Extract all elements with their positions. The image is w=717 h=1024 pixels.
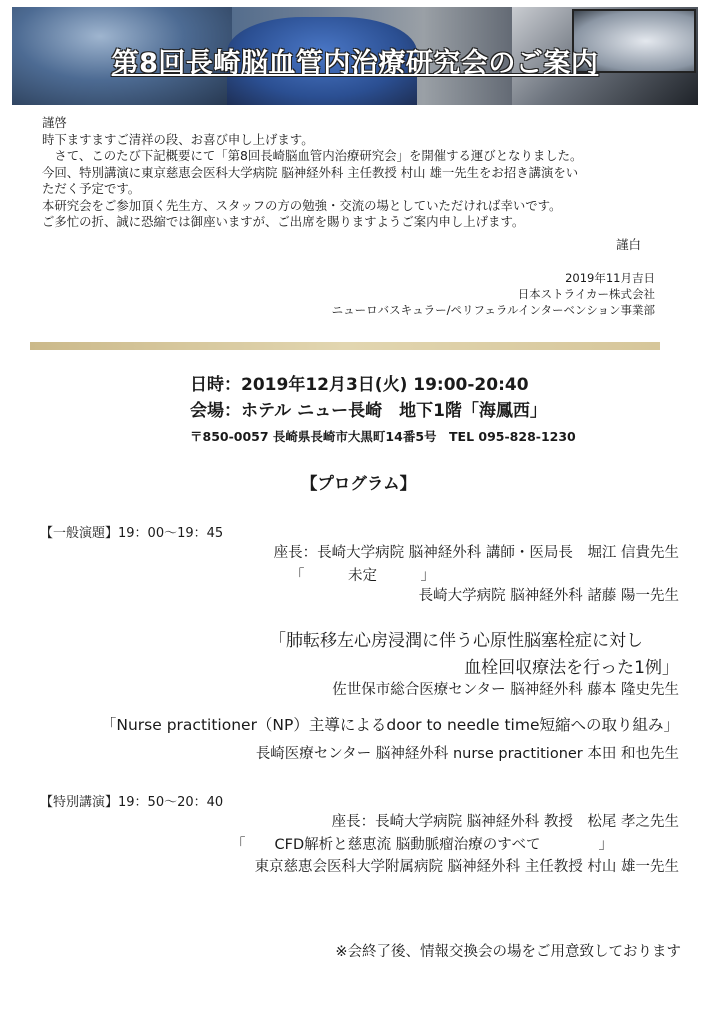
- talk3-title: 「Nurse practitioner（NP）主導によるdoor to needle time短縮への取り組み」: [100, 716, 679, 734]
- letter-line: 本研究会をご参加頂く先生方、スタッフの方の勉強・交流の場としていただければ幸いです。: [42, 197, 562, 213]
- event-venue: 会場：ホテル ニュー長崎 地下1階「海鳳西」: [190, 401, 547, 421]
- sender-block: [332, 270, 655, 318]
- invitation-letter: [42, 115, 682, 231]
- letter-line: 時下ますますご清祥の段、お喜び申し上げます。: [42, 131, 314, 147]
- general-session-chair: 座長：長崎大学病院 脳神経外科 講師・医局長 堀江 信貴先生: [273, 545, 679, 561]
- special-lecture-title: 「 CFD解析と慈恵流 脳動脈瘤治療のすべて 」: [231, 837, 613, 853]
- page-title: 第8回長崎脳血管内治療研究会のご案内: [111, 48, 599, 79]
- talk2-title-line1: 「肺転移左心房浸潤に伴う心原性脳塞栓症に対し: [269, 631, 643, 651]
- special-session-chair: 座長：長崎大学病院 脳神経外科 教授 松尾 孝之先生: [331, 814, 679, 830]
- letter-line: ただく予定です。: [42, 181, 141, 196]
- talk3-speaker: 長崎医療センター 脳神経外科 nurse practitioner 本田 和也先生: [255, 746, 679, 762]
- letter-line: 今回、特別講演に東京慈恵会医科大学病院 脳神経外科 主任教授 村山 雄一先生をお招き講演をい: [42, 164, 579, 180]
- letter-line: 謹啓: [42, 115, 67, 130]
- talk2-title-line2: 血栓回収療法を行った1例」: [464, 658, 679, 678]
- reception-note: ※会終了後、情報交換会の場をご用意致しております: [335, 944, 681, 960]
- talk1-speaker: 長崎大学病院 脳神経外科 諸藤 陽一先生: [418, 588, 679, 604]
- letter-closing: 謹白: [615, 237, 641, 252]
- event-address: 〒850-0057 長崎県長崎市大黒町14番5号 TEL 095-828-1230: [190, 429, 576, 444]
- talk1-title: 「 未定 」: [290, 568, 435, 584]
- general-session-title: 【一般演題】19：00～19：45: [40, 526, 224, 541]
- sender-division: ニューロバスキュラー/ペリフェラルインターベンション事業部: [331, 303, 655, 317]
- event-info: [190, 372, 576, 448]
- sender-date: 2019年11月吉日: [565, 271, 655, 285]
- talk2-speaker: 佐世保市総合医療センター 脳神経外科 藤本 隆史先生: [332, 682, 679, 698]
- letter-line: さて、このたび下記概要にて「第8回長崎脳血管内治療研究会」を開催する運びとなりました。: [42, 148, 583, 163]
- section-divider: [30, 342, 660, 350]
- letter-line: ご多忙の折、誠に恐縮では御座いますが、ご出席を賜りますようご案内申し上げます。: [42, 214, 525, 229]
- header-banner: [12, 7, 698, 105]
- event-datetime: 日時：2019年12月3日(火) 19:00-20:40: [190, 375, 529, 395]
- program-heading: 【プログラム】: [300, 474, 417, 493]
- sender-company: 日本ストライカー株式会社: [517, 287, 655, 301]
- special-session-title: 【特別講演】19：50～20：40: [40, 795, 224, 810]
- special-lecture-speaker: 東京慈恵会医科大学附属病院 脳神経外科 主任教授 村山 雄一先生: [254, 859, 679, 875]
